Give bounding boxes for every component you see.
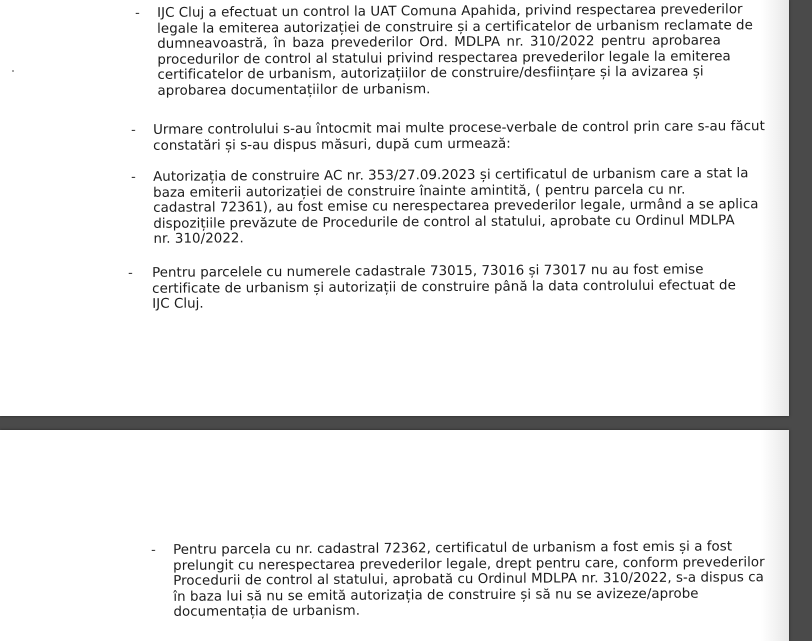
text-line: certificatelor de urbanism, autorizațiilor de construire/desființare și la avizarea și	[157, 64, 704, 83]
text-line: aprobarea documentațiilor de urbanism.	[157, 81, 431, 99]
text-line: documentația de urbanism.	[173, 603, 361, 620]
bullet-item	[151, 539, 765, 620]
text-line: legale la emiterea autorizației de construire și a certificatelor de urbanism reclamate de	[157, 17, 753, 37]
text-line: certificate de urbanism și autorizații de construire până la data controlului efectuat de	[152, 277, 736, 297]
bullet-item	[131, 119, 765, 154]
text-line: în baza lui să nu se emită autorizația de construire și să nu se avizeze/aprobe	[173, 586, 699, 605]
bullet-dash: -	[131, 122, 136, 138]
bullet-item	[128, 262, 736, 312]
text-line: constatări și s-au dispus măsuri, după cum urmează:	[153, 136, 511, 154]
text-line: procedurilor de control al statului privind respectarea prevederilor legale la emiterea	[157, 48, 731, 68]
scan-edge-shading	[761, 430, 789, 641]
text-line: baza emiterii autorizației de construire înainte amintită, ( pentru parcela cu nr.	[153, 182, 686, 201]
text-line: cadastral 72361), au fost emise cu nerespectarea prevederilor legale, urmând a se aplica	[153, 197, 759, 216]
bullet-dash: -	[128, 265, 133, 281]
document-page-2	[0, 430, 789, 641]
text-line: Procedurii de control al statului, aprobată cu Ordinul MDLPA nr. 310/2022, s-a dispus ca	[173, 570, 764, 589]
text-line: dumneavoastră, în baza prevederilor Ord. MDLPA nr. 310/2022 pentru aprobarea	[157, 33, 721, 52]
text-line: dispozițiile prevăzute de Procedurile de control al statului, aprobate cu Ordinul MDLPA	[153, 212, 735, 232]
text-line: Autorizația de construire AC nr. 353/27.09.2023 și certificatul de urbanism care a stat la	[152, 166, 749, 185]
bullet-dash: -	[131, 169, 136, 185]
bullet-dash: -	[151, 542, 156, 558]
text-line: Pentru parcelele cu numerele cadastrale 73015, 73016 și 73017 nu au fost emise	[151, 262, 704, 281]
text-line: prelungit cu nerespectarea prevederilor legale, drept pentru care, conform prevederilor	[173, 554, 765, 574]
bullet-item	[131, 166, 759, 247]
scan-speck	[12, 70, 14, 72]
scan-edge-shading	[761, 0, 789, 416]
bullet-dash: -	[135, 5, 140, 21]
text-line: nr. 310/2022.	[153, 231, 244, 247]
text-line: Pentru parcela cu nr. cadastral 72362, certificatul de urbanism a fost emis și a fost	[172, 539, 733, 558]
text-line: IJC Cluj a efectuat un control la UAT Comuna Apahida, privind respectarea prevederilor	[156, 2, 743, 21]
text-line: Urmare controlului s-au întocmit mai multe procese-verbale de control prin care s-au făcut	[152, 119, 765, 138]
text-line: IJC Cluj.	[152, 296, 204, 312]
bullet-item	[135, 2, 753, 99]
